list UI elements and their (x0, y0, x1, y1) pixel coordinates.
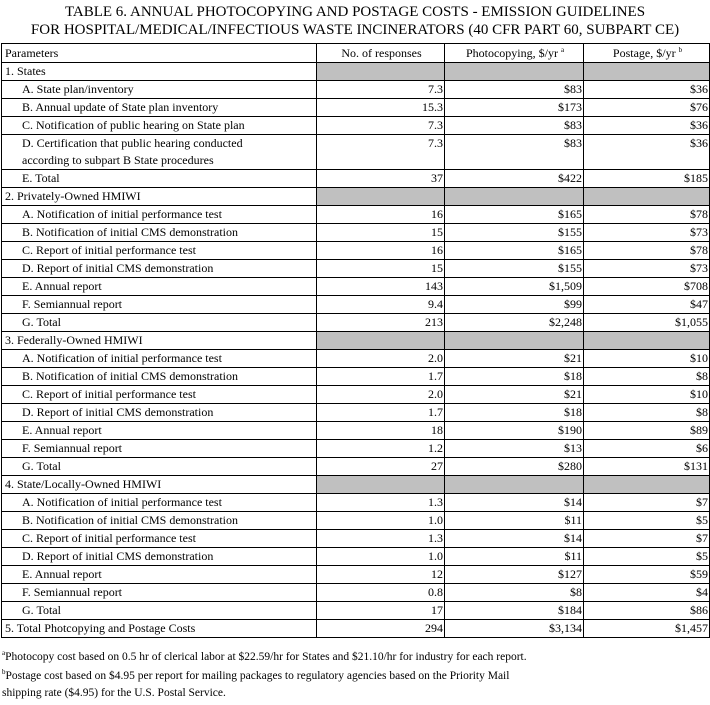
row-responses: 15 (317, 260, 445, 278)
section-shade-cell (317, 188, 445, 206)
row-photocopying-cost: $83 (445, 135, 584, 170)
table-title-line-2: FOR HOSPITAL/MEDICAL/INFECTIOUS WASTE INCINERATORS (40 CFR PART 60, SUBPART CE) (30, 22, 680, 38)
row-photocopying-cost: $422 (445, 170, 584, 188)
row-label-text: C. Report of initial performance test (22, 387, 196, 401)
row-label (2, 117, 317, 135)
row-photocopying-cost: $165 (445, 242, 584, 260)
footnote-marker-b: b (678, 45, 683, 54)
section-shade-cell (584, 332, 710, 350)
row-postage-cost: $36 (584, 81, 710, 99)
grand-total-postage: $1,457 (584, 620, 710, 638)
row-responses: 27 (317, 458, 445, 476)
section-title: 3. Federally-Owned HMIWI (2, 332, 317, 350)
row-label-text: A. Notification of initial performance test (22, 495, 222, 509)
section-shade-cell (317, 63, 445, 81)
footnote-b-mark: b (2, 668, 6, 676)
row-responses: 7.3 (317, 81, 445, 99)
row-label (2, 99, 317, 117)
table-row (2, 566, 710, 584)
section-shade-cell (584, 188, 710, 206)
row-label-text: A. State plan/inventory (22, 82, 134, 96)
row-responses: 1.7 (317, 368, 445, 386)
section-shade-cell (317, 332, 445, 350)
row-label (2, 350, 317, 368)
table-title (0, 0, 710, 39)
footnote-b-text-line-1: Postage cost based on $4.95 per report for mailing packages to regulatory agencies based on the Priority Mail (5, 670, 510, 682)
row-photocopying-cost: $18 (445, 404, 584, 422)
footnote-a-mark: a (2, 649, 6, 657)
row-label-text: G. Total (22, 315, 61, 329)
row-responses: 15 (317, 224, 445, 242)
row-label (2, 224, 317, 242)
row-photocopying-cost: $14 (445, 530, 584, 548)
row-photocopying-cost: $11 (445, 548, 584, 566)
row-label (2, 296, 317, 314)
section-shade-cell (445, 332, 584, 350)
footnote-b (2, 668, 509, 702)
section-shade-cell (445, 476, 584, 494)
section-title: 1. States (2, 63, 317, 81)
table-row (2, 512, 710, 530)
section-header-row (2, 63, 710, 81)
header-photocopying (445, 44, 584, 63)
row-label (2, 494, 317, 512)
row-photocopying-cost: $83 (445, 81, 584, 99)
section-shade-cell (584, 476, 710, 494)
row-photocopying-cost: $13 (445, 440, 584, 458)
row-postage-cost: $76 (584, 99, 710, 117)
grand-total-responses: 294 (317, 620, 445, 638)
row-responses: 1.0 (317, 512, 445, 530)
row-photocopying-cost: $11 (445, 512, 584, 530)
row-label (2, 81, 317, 99)
row-postage-cost: $1,055 (584, 314, 710, 332)
row-postage-cost: $89 (584, 422, 710, 440)
row-label-text: B. Notification of initial CMS demonstration (22, 513, 238, 527)
header-photocopying-label: Photocopying, $/yr (465, 45, 558, 60)
row-responses: 18 (317, 422, 445, 440)
row-postage-cost: $59 (584, 566, 710, 584)
row-photocopying-cost: $280 (445, 458, 584, 476)
row-label-text: F. Semiannual report (22, 297, 123, 311)
section-header-row (2, 476, 710, 494)
row-postage-cost: $36 (584, 135, 710, 170)
row-postage-cost: $36 (584, 117, 710, 135)
grand-total-photocopying: $3,134 (445, 620, 584, 638)
row-photocopying-cost: $173 (445, 99, 584, 117)
row-responses: 1.3 (317, 530, 445, 548)
grand-total-row (2, 620, 710, 638)
row-postage-cost: $7 (584, 530, 710, 548)
section-header-row (2, 188, 710, 206)
row-label-text: C. Report of initial performance test (22, 243, 196, 257)
row-label (2, 206, 317, 224)
row-label-text: E. Annual report (22, 279, 102, 293)
row-postage-cost: $10 (584, 350, 710, 368)
table-row (2, 368, 710, 386)
row-photocopying-cost: $127 (445, 566, 584, 584)
row-label-text: D. Report of initial CMS demonstration (22, 261, 214, 275)
grand-total-label: 5. Total Photcopying and Postage Costs (2, 620, 317, 638)
row-photocopying-cost: $1,509 (445, 278, 584, 296)
table-row (2, 206, 710, 224)
row-responses: 2.0 (317, 350, 445, 368)
row-label (2, 548, 317, 566)
row-postage-cost: $73 (584, 224, 710, 242)
row-label-text: G. Total (22, 603, 61, 617)
row-label (2, 135, 317, 170)
row-postage-cost: $4 (584, 584, 710, 602)
row-label-text: D. Certification that public hearing conducted (22, 136, 243, 150)
row-label (2, 584, 317, 602)
row-postage-cost: $185 (584, 170, 710, 188)
row-responses: 1.3 (317, 494, 445, 512)
cost-table (1, 43, 710, 638)
row-postage-cost: $6 (584, 440, 710, 458)
row-label (2, 512, 317, 530)
row-postage-cost: $78 (584, 242, 710, 260)
row-label (2, 566, 317, 584)
row-responses: 15.3 (317, 99, 445, 117)
row-label (2, 530, 317, 548)
row-label-text: F. Semiannual report (22, 585, 123, 599)
row-label (2, 368, 317, 386)
row-responses: 7.3 (317, 117, 445, 135)
table-title-line-1: TABLE 6. ANNUAL PHOTOCOPYING AND POSTAGE COSTS - EMISSION GUIDELINES (64, 4, 646, 20)
row-label-text: C. Report of initial performance test (22, 531, 196, 545)
row-label (2, 314, 317, 332)
row-responses: 17 (317, 602, 445, 620)
row-photocopying-cost: $83 (445, 117, 584, 135)
table-row (2, 602, 710, 620)
row-responses: 12 (317, 566, 445, 584)
table-row (2, 170, 710, 188)
table-row (2, 278, 710, 296)
row-label-text: E. Annual report (22, 567, 102, 581)
section-shade-cell (445, 188, 584, 206)
table-row (2, 135, 710, 170)
table-row (2, 404, 710, 422)
row-label (2, 458, 317, 476)
table-row (2, 117, 710, 135)
header-postage-label: Postage, $/yr (612, 45, 676, 60)
row-label-text: B. Annual update of State plan inventory (22, 100, 219, 114)
row-label (2, 404, 317, 422)
table-row (2, 422, 710, 440)
section-shade-cell (584, 63, 710, 81)
row-label-text: B. Notification of initial CMS demonstration (22, 369, 238, 383)
row-postage-cost: $47 (584, 296, 710, 314)
row-label-text: G. Total (22, 459, 61, 473)
row-label-text: A. Notification of initial performance test (22, 207, 222, 221)
row-photocopying-cost: $155 (445, 224, 584, 242)
row-responses: 213 (317, 314, 445, 332)
row-label (2, 440, 317, 458)
row-responses: 2.0 (317, 386, 445, 404)
row-responses: 7.3 (317, 135, 445, 170)
table-row (2, 440, 710, 458)
table-row (2, 260, 710, 278)
row-postage-cost: $708 (584, 278, 710, 296)
row-label-text: A. Notification of initial performance test (22, 351, 222, 365)
row-photocopying-cost: $155 (445, 260, 584, 278)
row-responses: 1.2 (317, 440, 445, 458)
row-photocopying-cost: $99 (445, 296, 584, 314)
row-postage-cost: $78 (584, 206, 710, 224)
row-photocopying-cost: $14 (445, 494, 584, 512)
table-row (2, 296, 710, 314)
table-row (2, 548, 710, 566)
row-responses: 0.8 (317, 584, 445, 602)
row-label (2, 278, 317, 296)
row-photocopying-cost: $18 (445, 368, 584, 386)
row-photocopying-cost: $8 (445, 584, 584, 602)
row-label-text: D. Report of initial CMS demonstration (22, 549, 214, 563)
row-photocopying-cost: $165 (445, 206, 584, 224)
row-postage-cost: $8 (584, 404, 710, 422)
row-label (2, 422, 317, 440)
row-label-text: C. Notification of public hearing on State plan (22, 118, 245, 132)
table-row (2, 530, 710, 548)
section-header-row (2, 332, 710, 350)
row-postage-cost: $10 (584, 386, 710, 404)
section-shade-cell (317, 476, 445, 494)
row-label (2, 602, 317, 620)
row-label (2, 386, 317, 404)
row-label (2, 170, 317, 188)
row-label-text: F. Semiannual report (22, 441, 123, 455)
table-body (2, 63, 710, 638)
row-postage-cost: $8 (584, 368, 710, 386)
table-row (2, 494, 710, 512)
footnote-b-text-line-2: shipping rate ($4.95) for the U.S. Postal Service. (2, 687, 226, 699)
row-label (2, 260, 317, 278)
header-responses: No. of responses (317, 44, 445, 63)
row-postage-cost: $7 (584, 494, 710, 512)
row-responses: 1.7 (317, 404, 445, 422)
row-responses: 16 (317, 242, 445, 260)
footnote-marker-a: a (560, 45, 565, 54)
row-postage-cost: $5 (584, 512, 710, 530)
table-row (2, 458, 710, 476)
footnote-a-text: Photocopy cost based on 0.5 hr of clerical labor at $22.59/hr for States and $21.10/hr for industry for each report. (5, 651, 527, 663)
table-row (2, 242, 710, 260)
row-label-text-continued: according to subpart B State procedures (22, 153, 214, 167)
row-postage-cost: $86 (584, 602, 710, 620)
row-photocopying-cost: $21 (445, 350, 584, 368)
row-photocopying-cost: $184 (445, 602, 584, 620)
row-label-text: E. Annual report (22, 423, 102, 437)
footnote-a (2, 649, 527, 666)
row-responses: 143 (317, 278, 445, 296)
row-photocopying-cost: $2,248 (445, 314, 584, 332)
row-responses: 9.4 (317, 296, 445, 314)
section-title: 4. State/Locally-Owned HMIWI (2, 476, 317, 494)
row-responses: 1.0 (317, 548, 445, 566)
row-photocopying-cost: $190 (445, 422, 584, 440)
header-parameters: Parameters (2, 44, 317, 63)
section-title: 2. Privately-Owned HMIWI (2, 188, 317, 206)
table-row (2, 224, 710, 242)
header-postage (584, 44, 710, 63)
table-row (2, 99, 710, 117)
row-label-text: E. Total (22, 171, 60, 185)
table-row (2, 314, 710, 332)
table-row (2, 386, 710, 404)
row-label-text: D. Report of initial CMS demonstration (22, 405, 214, 419)
row-postage-cost: $131 (584, 458, 710, 476)
header-row (2, 44, 710, 63)
row-label (2, 242, 317, 260)
row-postage-cost: $5 (584, 548, 710, 566)
row-label-text: B. Notification of initial CMS demonstration (22, 225, 238, 239)
row-responses: 16 (317, 206, 445, 224)
table-row (2, 584, 710, 602)
table-row (2, 350, 710, 368)
row-postage-cost: $73 (584, 260, 710, 278)
row-responses: 37 (317, 170, 445, 188)
section-shade-cell (445, 63, 584, 81)
row-photocopying-cost: $21 (445, 386, 584, 404)
table-row (2, 81, 710, 99)
